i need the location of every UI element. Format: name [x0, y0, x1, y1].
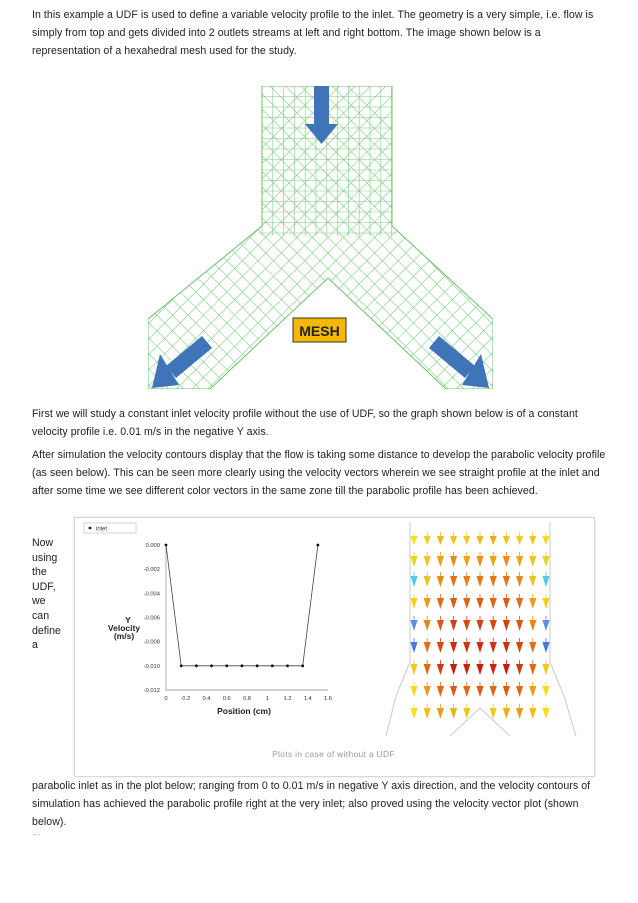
velocity-vector	[542, 576, 549, 587]
constant-profile-paragraph: First we will study a constant inlet velocity profile without the use of UDF, so the graph shown below is of a constant velocity profile i.e. 0.01 m/s in the negative Y axis.	[32, 408, 578, 438]
legend-label: inlet	[96, 526, 108, 533]
x-tick-label: 0.4	[202, 696, 211, 702]
x-tick-label: 1.2	[283, 696, 292, 702]
intro-paragraph: In this example a UDF is used to define a variable velocity profile to the inlet. The geometry is a very simple, i.e. flow is simply from top and gets divided into 2 outlets streams at left and right bottom. The image shown below is a representation of a hexahedral mesh used for the study.	[32, 9, 594, 57]
velocity-vector	[437, 642, 444, 653]
velocity-vector	[463, 556, 470, 567]
velocity-vector	[516, 708, 523, 719]
velocity-vector	[410, 598, 417, 609]
velocity-vector-plot	[366, 522, 580, 736]
velocity-vector	[437, 556, 444, 567]
velocity-vector	[476, 576, 483, 587]
velocity-vector	[410, 556, 417, 567]
velocity-vector	[424, 664, 431, 675]
x-tick-label: 0	[164, 696, 168, 702]
data-point	[316, 544, 319, 547]
velocity-vector	[410, 620, 417, 631]
x-tick-label: 1	[265, 696, 269, 702]
y-tick-label: -0.010	[143, 663, 160, 670]
velocity-vector	[424, 620, 431, 631]
data-point	[271, 664, 274, 667]
velocity-vector	[410, 576, 417, 587]
velocity-vector	[463, 576, 470, 587]
velocity-vector	[424, 576, 431, 587]
velocity-vector	[437, 536, 444, 545]
velocity-vector	[516, 620, 523, 631]
velocity-vector	[463, 664, 470, 675]
velocity-vector	[529, 642, 536, 653]
y-axis-label	[108, 615, 140, 641]
velocity-vector	[529, 536, 536, 545]
data-point	[180, 664, 183, 667]
y-tick-label: -0.012	[143, 688, 160, 694]
velocity-vector	[503, 576, 510, 587]
figure-caption: Plots in case of without a UDF	[272, 749, 395, 759]
y-tick-label: -0.006	[143, 615, 160, 622]
velocity-vector	[450, 642, 457, 653]
data-point	[286, 664, 289, 667]
velocity-vector	[516, 576, 523, 587]
data-point	[165, 544, 168, 547]
velocity-vector	[516, 664, 523, 675]
velocity-vector	[437, 686, 444, 697]
velocity-vector	[516, 598, 523, 609]
velocity-vector	[450, 686, 457, 697]
velocity-vector	[437, 620, 444, 631]
velocity-chart	[80, 521, 360, 716]
velocity-vector	[542, 620, 549, 631]
velocity-vector	[542, 556, 549, 567]
development-paragraph: After simulation the velocity contours display that the flow is taking some distance to develop the parabolic velocity profile (as seen below). This can be seen more clearly using the velocity vectors wherein we see straight profile at the inlet and after some time we see different color vectors in the same zone till the parabolic profile has been achieved.	[32, 449, 606, 497]
velocity-vector	[410, 708, 417, 719]
velocity-vector	[490, 620, 497, 631]
velocity-vector	[424, 536, 431, 545]
velocity-vector	[516, 556, 523, 567]
x-tick-label: 0.6	[222, 696, 231, 702]
side-word: UDF,	[32, 580, 56, 593]
velocity-vector	[503, 620, 510, 631]
y-tick-label: 0.000	[145, 543, 160, 549]
velocity-vector	[503, 536, 510, 545]
velocity-vector	[542, 598, 549, 609]
velocity-vector	[437, 708, 444, 719]
x-tick-label: 1.6	[323, 696, 333, 702]
velocity-vector	[424, 556, 431, 567]
side-word: Now	[32, 537, 54, 549]
velocity-vector	[463, 686, 470, 697]
velocity-vector	[529, 576, 536, 587]
velocity-vector	[490, 686, 497, 697]
velocity-vector	[476, 642, 483, 653]
y-tick-label: -0.004	[143, 591, 160, 598]
data-point	[256, 664, 259, 667]
x-tick-label: 0.8	[242, 696, 252, 702]
velocity-vector	[476, 556, 483, 567]
y-axis-label-line: (m/s)	[113, 631, 135, 641]
velocity-vector	[463, 620, 470, 631]
y-tick-label: -0.008	[143, 639, 160, 646]
velocity-vector	[516, 536, 523, 545]
mesh-figure	[148, 86, 493, 389]
series-line	[166, 545, 318, 666]
x-tick-label: 0.2	[182, 696, 191, 702]
data-point	[301, 664, 304, 667]
velocity-vector	[503, 642, 510, 653]
velocity-vector	[424, 642, 431, 653]
velocity-vector	[424, 686, 431, 697]
velocity-vector	[463, 642, 470, 653]
velocity-vector	[437, 664, 444, 675]
velocity-vector	[503, 686, 510, 697]
y-tick-label: -0.002	[143, 567, 160, 574]
velocity-vector	[424, 708, 431, 719]
velocity-vector	[410, 536, 417, 545]
velocity-vector	[476, 686, 483, 697]
velocity-vector	[410, 642, 417, 653]
velocity-vector	[490, 664, 497, 675]
velocity-vector	[542, 664, 549, 675]
velocity-vector	[490, 642, 497, 653]
velocity-vector	[476, 620, 483, 631]
velocity-vector	[516, 686, 523, 697]
velocity-vector	[450, 664, 457, 675]
side-text	[32, 536, 66, 653]
velocity-vector	[529, 708, 536, 719]
side-word: can	[32, 609, 50, 622]
x-axis-label: Position (cm)	[217, 706, 271, 716]
side-word: using	[32, 551, 58, 564]
velocity-vector	[542, 536, 549, 545]
velocity-vector	[410, 664, 417, 675]
velocity-vector	[503, 556, 510, 567]
side-word: we	[32, 595, 46, 608]
x-tick-label: 1.4	[303, 696, 312, 702]
velocity-vector	[437, 598, 444, 609]
y-axis-label-line: Y	[125, 615, 131, 625]
velocity-vector	[490, 598, 497, 609]
velocity-vector	[503, 708, 510, 719]
page-footer-mark: .. .	[32, 828, 41, 837]
velocity-vector	[542, 708, 549, 719]
side-word: a	[32, 639, 38, 652]
velocity-vector	[450, 536, 457, 545]
velocity-vector	[476, 536, 483, 545]
data-point	[210, 664, 213, 667]
data-point	[195, 664, 198, 667]
velocity-vector	[529, 620, 536, 631]
velocity-vector	[516, 642, 523, 653]
velocity-vector	[542, 686, 549, 697]
velocity-vector	[490, 556, 497, 567]
velocity-vector	[476, 598, 483, 609]
velocity-vector	[503, 598, 510, 609]
velocity-vector	[463, 598, 470, 609]
velocity-vector	[490, 576, 497, 587]
mesh-label-text: MESH	[299, 323, 340, 339]
velocity-vector	[450, 598, 457, 609]
velocity-vector	[529, 556, 536, 567]
velocity-vector	[437, 576, 444, 587]
mesh-label	[293, 318, 346, 342]
side-word: the	[32, 566, 47, 579]
data-point	[241, 664, 244, 667]
velocity-vector	[503, 664, 510, 675]
velocity-vector	[450, 620, 457, 631]
velocity-vector	[450, 708, 457, 719]
velocity-vector	[476, 664, 483, 675]
velocity-vector	[450, 576, 457, 587]
side-word: define	[32, 624, 61, 637]
velocity-vector	[529, 664, 536, 675]
udf-paragraph: parabolic inlet as in the plot below; ranging from 0 to 0.01 m/s in negative Y axis direction, and the velocity contours of simulation has achieved the parabolic profile right at the very inlet; also proved using the velocity vector plot (shown below).	[32, 780, 591, 828]
velocity-vector	[542, 642, 549, 653]
velocity-vector	[529, 598, 536, 609]
velocity-vector	[410, 686, 417, 697]
velocity-vector	[490, 536, 497, 545]
data-point	[225, 664, 228, 667]
chart-legend	[84, 523, 136, 533]
y-axis-label-line: Velocity	[107, 623, 141, 633]
velocity-vector	[450, 556, 457, 567]
velocity-vector	[463, 536, 470, 545]
velocity-vector	[424, 598, 431, 609]
velocity-vector	[529, 686, 536, 697]
